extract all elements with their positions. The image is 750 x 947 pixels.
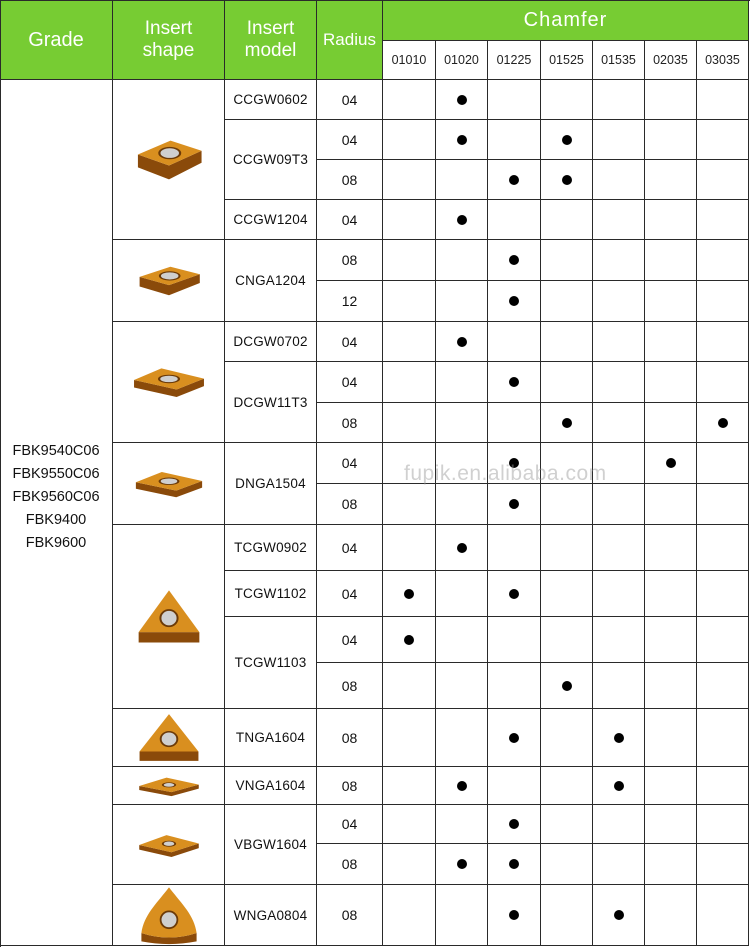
chamfer-cell xyxy=(541,709,593,767)
chamfer-cell xyxy=(697,443,749,484)
chamfer-cell xyxy=(488,805,541,844)
chamfer-cell xyxy=(436,443,488,484)
chamfer-cell xyxy=(488,767,541,805)
chamfer-cell xyxy=(436,805,488,844)
grade-value: FBK9600 xyxy=(25,535,87,551)
chamfer-cell xyxy=(488,525,541,571)
radius-cell: 04 xyxy=(317,443,383,484)
availability-dot xyxy=(509,910,519,920)
availability-dot xyxy=(509,499,519,509)
chamfer-cell xyxy=(645,362,697,403)
radius-cell: 12 xyxy=(317,281,383,322)
header-grade: Grade xyxy=(0,0,113,80)
insert-shape-cell xyxy=(113,240,225,322)
chamfer-cell xyxy=(383,484,436,525)
chamfer-cell xyxy=(383,160,436,200)
chamfer-cell xyxy=(541,571,593,617)
chamfer-cell xyxy=(697,709,749,767)
chamfer-cell xyxy=(488,80,541,120)
chamfer-cell xyxy=(541,885,593,946)
chamfer-cell xyxy=(488,663,541,709)
radius-cell: 08 xyxy=(317,663,383,709)
chamfer-cell xyxy=(645,805,697,844)
chamfer-cell xyxy=(383,120,436,160)
grade-list xyxy=(0,80,113,946)
radius-cell: 04 xyxy=(317,617,383,663)
chamfer-cell xyxy=(436,767,488,805)
chamfer-cell xyxy=(697,403,749,443)
insert-shape-cell xyxy=(113,443,225,525)
chamfer-code-header: 01010 xyxy=(383,41,436,80)
chamfer-cell xyxy=(488,240,541,281)
chamfer-cell xyxy=(645,120,697,160)
chamfer-cell xyxy=(436,322,488,362)
chamfer-cell xyxy=(383,362,436,403)
availability-dot xyxy=(614,781,624,791)
insert-model-cell: CNGA1204 xyxy=(225,240,317,322)
chamfer-cell xyxy=(541,805,593,844)
radius-cell: 04 xyxy=(317,525,383,571)
radius-cell: 04 xyxy=(317,805,383,844)
chamfer-cell xyxy=(645,200,697,240)
chamfer-cell xyxy=(383,240,436,281)
chamfer-cell xyxy=(593,663,645,709)
radius-cell: 08 xyxy=(317,240,383,281)
chamfer-cell xyxy=(645,571,697,617)
availability-dot xyxy=(509,255,519,265)
chamfer-cell xyxy=(541,120,593,160)
insert-model-cell: WNGA0804 xyxy=(225,885,317,946)
insert-shape-cell xyxy=(113,885,225,946)
chamfer-cell xyxy=(593,709,645,767)
chamfer-cell xyxy=(488,200,541,240)
header-chamfer: Chamfer xyxy=(383,0,749,41)
chamfer-cell xyxy=(541,322,593,362)
chamfer-cell xyxy=(436,403,488,443)
radius-cell: 04 xyxy=(317,200,383,240)
chamfer-cell xyxy=(488,120,541,160)
chamfer-cell xyxy=(697,525,749,571)
insert-model-cell: VNGA1604 xyxy=(225,767,317,805)
insert-model-cell: TCGW1102 xyxy=(225,571,317,617)
grade-value: FBK9540C06 xyxy=(12,443,100,459)
triangle-insert-icon xyxy=(137,712,201,764)
radius-cell: 04 xyxy=(317,362,383,403)
insert-model-cell: VBGW1604 xyxy=(225,805,317,885)
chamfer-cell xyxy=(541,525,593,571)
chamfer-cell xyxy=(593,362,645,403)
availability-dot xyxy=(614,910,624,920)
chamfer-cell xyxy=(488,443,541,484)
radius-cell: 08 xyxy=(317,844,383,885)
chamfer-cell xyxy=(645,885,697,946)
chamfer-cell xyxy=(645,525,697,571)
chamfer-code-header: 02035 xyxy=(645,41,697,80)
insert-shape-cell xyxy=(113,709,225,767)
chamfer-cell xyxy=(383,663,436,709)
chamfer-cell xyxy=(697,885,749,946)
chamfer-cell xyxy=(383,885,436,946)
radius-cell: 04 xyxy=(317,571,383,617)
chamfer-cell xyxy=(436,160,488,200)
chamfer-cell xyxy=(436,844,488,885)
insert-model-cell: CCGW0602 xyxy=(225,80,317,120)
chamfer-cell xyxy=(541,362,593,403)
chamfer-cell xyxy=(593,885,645,946)
availability-dot xyxy=(509,859,519,869)
header-radius: Radius xyxy=(317,0,383,80)
chamfer-cell xyxy=(593,322,645,362)
chamfer-cell xyxy=(593,443,645,484)
trigon-insert-icon xyxy=(139,885,199,945)
chamfer-cell xyxy=(645,403,697,443)
chamfer-cell xyxy=(541,240,593,281)
rhombic-35-insert-icon xyxy=(138,775,200,797)
chamfer-cell xyxy=(697,80,749,120)
chamfer-cell xyxy=(697,617,749,663)
radius-cell: 04 xyxy=(317,120,383,160)
watermark: fupik.en.alibaba.com xyxy=(404,462,607,485)
chamfer-cell xyxy=(436,240,488,281)
insert-shape-cell xyxy=(113,80,225,240)
chamfer-cell xyxy=(593,120,645,160)
radius-cell: 08 xyxy=(317,484,383,525)
chamfer-cell xyxy=(436,362,488,403)
chamfer-cell xyxy=(645,767,697,805)
rhombic-80-insert-icon xyxy=(132,137,206,183)
availability-dot xyxy=(666,458,676,468)
chamfer-code-header: 01225 xyxy=(488,41,541,80)
chamfer-cell xyxy=(593,844,645,885)
chamfer-cell xyxy=(488,281,541,322)
availability-dot xyxy=(718,418,728,428)
chamfer-cell xyxy=(593,240,645,281)
chamfer-cell xyxy=(697,200,749,240)
chamfer-cell xyxy=(436,709,488,767)
chamfer-cell xyxy=(697,120,749,160)
chamfer-cell xyxy=(383,571,436,617)
availability-dot xyxy=(509,458,519,468)
chamfer-cell xyxy=(436,663,488,709)
availability-dot xyxy=(562,681,572,691)
header-insert-model: Insert model xyxy=(225,0,317,80)
insert-model-cell: TCGW1103 xyxy=(225,617,317,709)
chamfer-cell xyxy=(645,663,697,709)
chamfer-cell xyxy=(645,844,697,885)
chamfer-cell xyxy=(488,617,541,663)
chamfer-cell xyxy=(593,525,645,571)
chamfer-cell xyxy=(488,484,541,525)
chamfer-cell xyxy=(697,484,749,525)
chamfer-cell xyxy=(697,767,749,805)
chamfer-cell xyxy=(488,322,541,362)
availability-dot xyxy=(457,135,467,145)
availability-dot xyxy=(562,418,572,428)
chamfer-cell xyxy=(436,484,488,525)
chamfer-cell xyxy=(383,709,436,767)
availability-dot xyxy=(404,635,414,645)
radius-cell: 08 xyxy=(317,160,383,200)
radius-cell: 08 xyxy=(317,709,383,767)
header-insert-shape: Insert shape xyxy=(113,0,225,80)
availability-dot xyxy=(457,859,467,869)
chamfer-cell xyxy=(541,484,593,525)
chamfer-code-header: 01525 xyxy=(541,41,593,80)
chamfer-cell xyxy=(436,617,488,663)
radius-cell: 04 xyxy=(317,322,383,362)
chamfer-cell xyxy=(593,403,645,443)
insert-shape-cell xyxy=(113,805,225,885)
chamfer-cell xyxy=(383,403,436,443)
chamfer-cell xyxy=(541,443,593,484)
insert-model-cell: TCGW0902 xyxy=(225,525,317,571)
chamfer-cell xyxy=(593,160,645,200)
chamfer-cell xyxy=(645,617,697,663)
chamfer-cell xyxy=(383,281,436,322)
insert-shape-cell xyxy=(113,322,225,443)
chamfer-cell xyxy=(488,885,541,946)
chamfer-cell xyxy=(593,571,645,617)
chamfer-cell xyxy=(488,160,541,200)
insert-model-cell: TNGA1604 xyxy=(225,709,317,767)
rhombic-80-insert-icon xyxy=(134,264,204,298)
chamfer-cell xyxy=(697,281,749,322)
chamfer-cell xyxy=(697,571,749,617)
chamfer-cell xyxy=(593,281,645,322)
chamfer-cell xyxy=(436,200,488,240)
triangle-insert-icon xyxy=(136,588,202,646)
insert-model-cell: DCGW0702 xyxy=(225,322,317,362)
chamfer-cell xyxy=(541,200,593,240)
availability-dot xyxy=(562,175,572,185)
chamfer-cell xyxy=(488,362,541,403)
chamfer-cell xyxy=(488,571,541,617)
availability-dot xyxy=(457,781,467,791)
radius-cell: 04 xyxy=(317,80,383,120)
chamfer-cell xyxy=(593,80,645,120)
chamfer-cell xyxy=(697,160,749,200)
availability-dot xyxy=(509,733,519,743)
rhombic-55-insert-icon xyxy=(131,365,207,399)
availability-dot xyxy=(457,215,467,225)
chamfer-cell xyxy=(541,663,593,709)
chamfer-cell xyxy=(383,844,436,885)
chamfer-cell xyxy=(383,200,436,240)
chamfer-cell xyxy=(697,322,749,362)
radius-cell: 08 xyxy=(317,885,383,946)
chamfer-cell xyxy=(593,200,645,240)
rhombic-35-insert-icon xyxy=(138,832,200,858)
chamfer-cell xyxy=(541,160,593,200)
insert-model-cell: CCGW09T3 xyxy=(225,120,317,200)
chamfer-cell xyxy=(697,663,749,709)
availability-dot xyxy=(509,175,519,185)
availability-dot xyxy=(457,337,467,347)
chamfer-cell xyxy=(697,805,749,844)
availability-dot xyxy=(457,543,467,553)
chamfer-cell xyxy=(383,617,436,663)
chamfer-cell xyxy=(488,403,541,443)
chamfer-cell xyxy=(436,885,488,946)
chamfer-cell xyxy=(645,443,697,484)
availability-dot xyxy=(562,135,572,145)
chamfer-cell xyxy=(436,80,488,120)
availability-dot xyxy=(509,296,519,306)
chamfer-cell xyxy=(541,403,593,443)
availability-dot xyxy=(509,819,519,829)
grade-value: FBK9550C06 xyxy=(12,466,100,482)
availability-dot xyxy=(509,377,519,387)
chamfer-cell xyxy=(645,484,697,525)
chamfer-cell xyxy=(697,240,749,281)
chamfer-cell xyxy=(645,80,697,120)
chamfer-cell xyxy=(383,80,436,120)
chamfer-cell xyxy=(541,844,593,885)
chamfer-cell xyxy=(593,805,645,844)
chamfer-cell xyxy=(541,281,593,322)
chamfer-cell xyxy=(645,160,697,200)
chamfer-cell xyxy=(593,484,645,525)
grade-value: FBK9560C06 xyxy=(12,489,100,505)
chamfer-code-header: 03035 xyxy=(697,41,749,80)
chamfer-cell xyxy=(436,525,488,571)
chamfer-cell xyxy=(697,844,749,885)
chamfer-cell xyxy=(383,525,436,571)
availability-dot xyxy=(457,95,467,105)
chamfer-code-header: 01020 xyxy=(436,41,488,80)
chamfer-cell xyxy=(436,281,488,322)
radius-cell: 08 xyxy=(317,767,383,805)
insert-model-cell: CCGW1204 xyxy=(225,200,317,240)
rhombic-55-insert-icon xyxy=(133,469,205,499)
chamfer-cell xyxy=(697,362,749,403)
chamfer-cell xyxy=(383,805,436,844)
chamfer-cell xyxy=(541,767,593,805)
chamfer-cell xyxy=(645,709,697,767)
chamfer-cell xyxy=(593,617,645,663)
availability-dot xyxy=(614,733,624,743)
insert-shape-cell xyxy=(113,767,225,805)
chamfer-cell xyxy=(593,767,645,805)
chamfer-cell xyxy=(541,617,593,663)
insert-model-cell: DNGA1504 xyxy=(225,443,317,525)
chamfer-cell xyxy=(488,709,541,767)
chamfer-cell xyxy=(645,281,697,322)
chamfer-cell xyxy=(645,240,697,281)
availability-dot xyxy=(404,589,414,599)
availability-dot xyxy=(509,589,519,599)
insert-shape-cell xyxy=(113,525,225,709)
chamfer-cell xyxy=(383,443,436,484)
chamfer-cell xyxy=(383,322,436,362)
chamfer-code-header: 01535 xyxy=(593,41,645,80)
chamfer-cell xyxy=(541,80,593,120)
chamfer-cell xyxy=(645,322,697,362)
chamfer-cell xyxy=(436,120,488,160)
chamfer-cell xyxy=(383,767,436,805)
grade-value: FBK9400 xyxy=(25,512,87,528)
radius-cell: 08 xyxy=(317,403,383,443)
chamfer-cell xyxy=(488,844,541,885)
insert-model-cell: DCGW11T3 xyxy=(225,362,317,443)
chamfer-cell xyxy=(436,571,488,617)
